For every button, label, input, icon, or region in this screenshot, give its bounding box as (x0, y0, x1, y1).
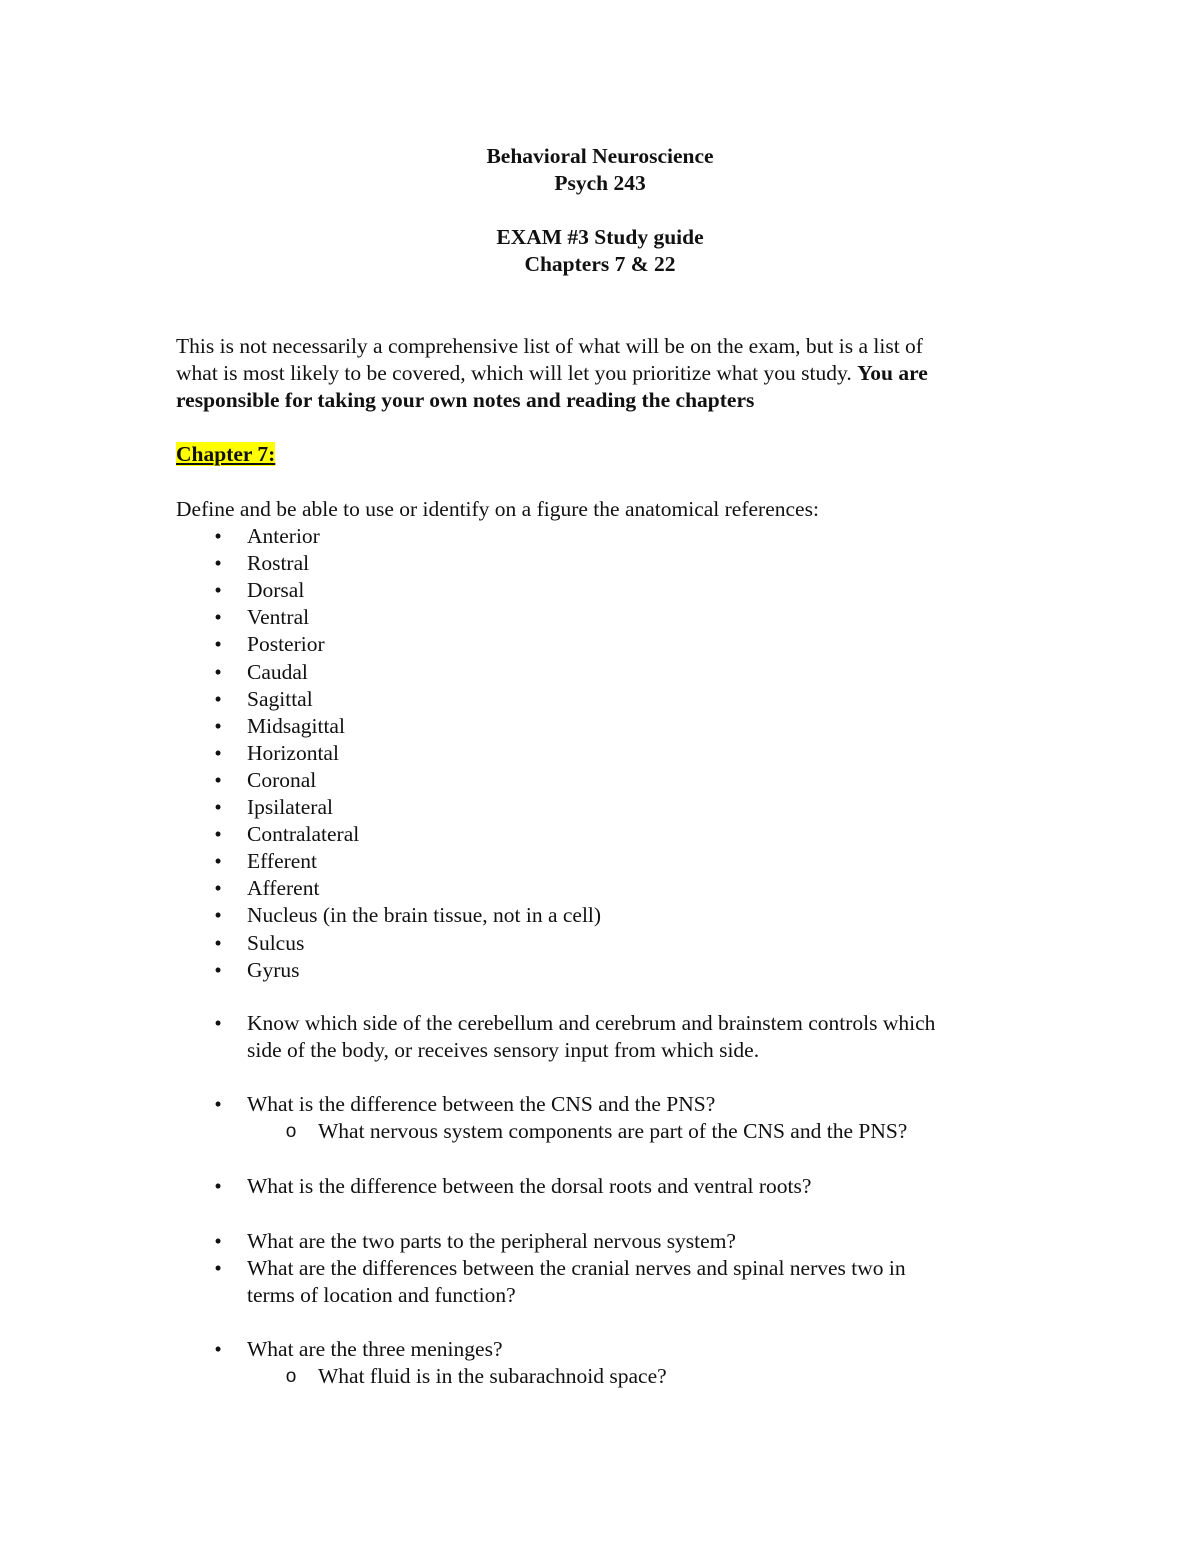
bullet-icon: • (214, 1256, 222, 1280)
bullet-icon: • (214, 605, 222, 629)
bullet-icon: • (214, 849, 222, 873)
anatomical-term: Nucleus (in the brain tissue, not in a cell) (247, 903, 602, 927)
bullet-icon: • (214, 1174, 222, 1198)
anatomical-term: Efferent (247, 849, 318, 873)
anatomical-term: Posterior (247, 632, 325, 656)
bullet-icon: • (214, 551, 222, 575)
bullet-icon: • (214, 768, 222, 792)
exam-title: EXAM #3 Study guide (496, 225, 704, 249)
bullet-icon: • (214, 876, 222, 900)
question-5-line-2: terms of location and function? (247, 1283, 516, 1307)
anatomical-term: Contralateral (247, 822, 360, 846)
chapter-7-heading-text: Chapter 7: (176, 442, 276, 466)
question-5-line-1: What are the differences between the cranial nerves and spinal nerves two in (247, 1256, 906, 1280)
bullet-icon: • (214, 795, 222, 819)
bullet-icon: • (214, 958, 222, 982)
anatomical-term: Rostral (247, 551, 310, 575)
bullet-icon: • (214, 687, 222, 711)
question-3: What is the difference between the dorsal roots and ventral roots? (247, 1174, 812, 1198)
bullet-icon: • (214, 931, 222, 955)
bullet-icon: • (214, 578, 222, 602)
intro-line-2-bold: You are (857, 361, 928, 385)
bullet-icon: • (214, 1011, 222, 1035)
anatomical-term: Ventral (247, 605, 310, 629)
bullet-icon: • (214, 632, 222, 656)
anatomical-term: Dorsal (247, 578, 305, 602)
intro-line-2 (176, 360, 928, 387)
question-1-line-2: side of the body, or receives sensory input from which side. (247, 1038, 760, 1062)
question-6: What are the three meninges? (247, 1337, 503, 1361)
bullet-icon: • (214, 1229, 222, 1253)
bullet-icon: • (214, 903, 222, 927)
anatomical-term: Caudal (247, 660, 308, 684)
bullet-icon: • (214, 524, 222, 548)
bullet-icon: • (214, 660, 222, 684)
sub-bullet-icon: o (285, 1121, 297, 1142)
question-1-line-1: Know which side of the cerebellum and cerebrum and brainstem controls which (247, 1011, 936, 1035)
course-title: Behavioral Neuroscience (486, 144, 714, 168)
intro-line-3-bold: responsible for taking your own notes and reading the chapters (176, 388, 755, 412)
anatomical-term: Midsagittal (247, 714, 345, 738)
anatomical-term: Afferent (247, 876, 320, 900)
chapters-line: Chapters 7 & 22 (524, 252, 676, 276)
anatomical-term: Sagittal (247, 687, 313, 711)
question-4: What are the two parts to the peripheral nervous system? (247, 1229, 736, 1253)
bullet-icon: • (214, 1092, 222, 1116)
anatomical-term: Coronal (247, 768, 317, 792)
anatomical-term: Gyrus (247, 958, 300, 982)
anatomical-term: Anterior (247, 524, 320, 548)
question-2: What is the difference between the CNS and the PNS? (247, 1092, 716, 1116)
intro-line-2-text: what is most likely to be covered, which will let you prioritize what you study. (176, 361, 858, 385)
course-code: Psych 243 (554, 171, 646, 195)
bullet-icon: • (214, 822, 222, 846)
bullet-icon: • (214, 741, 222, 765)
question-2-sub: What nervous system components are part of the CNS and the PNS? (318, 1119, 908, 1143)
intro-line-1: This is not necessarily a comprehensive list of what will be on the exam, but is a list of (176, 334, 923, 358)
bullet-icon: • (214, 714, 222, 738)
sub-bullet-icon: o (285, 1366, 297, 1387)
define-prompt: Define and be able to use or identify on a figure the anatomical references: (176, 497, 819, 521)
anatomical-term: Sulcus (247, 931, 305, 955)
anatomical-term: Ipsilateral (247, 795, 333, 819)
bullet-icon: • (214, 1337, 222, 1361)
question-6-sub: What fluid is in the subarachnoid space? (318, 1364, 667, 1388)
anatomical-term: Horizontal (247, 741, 339, 765)
chapter-7-heading (176, 441, 275, 468)
